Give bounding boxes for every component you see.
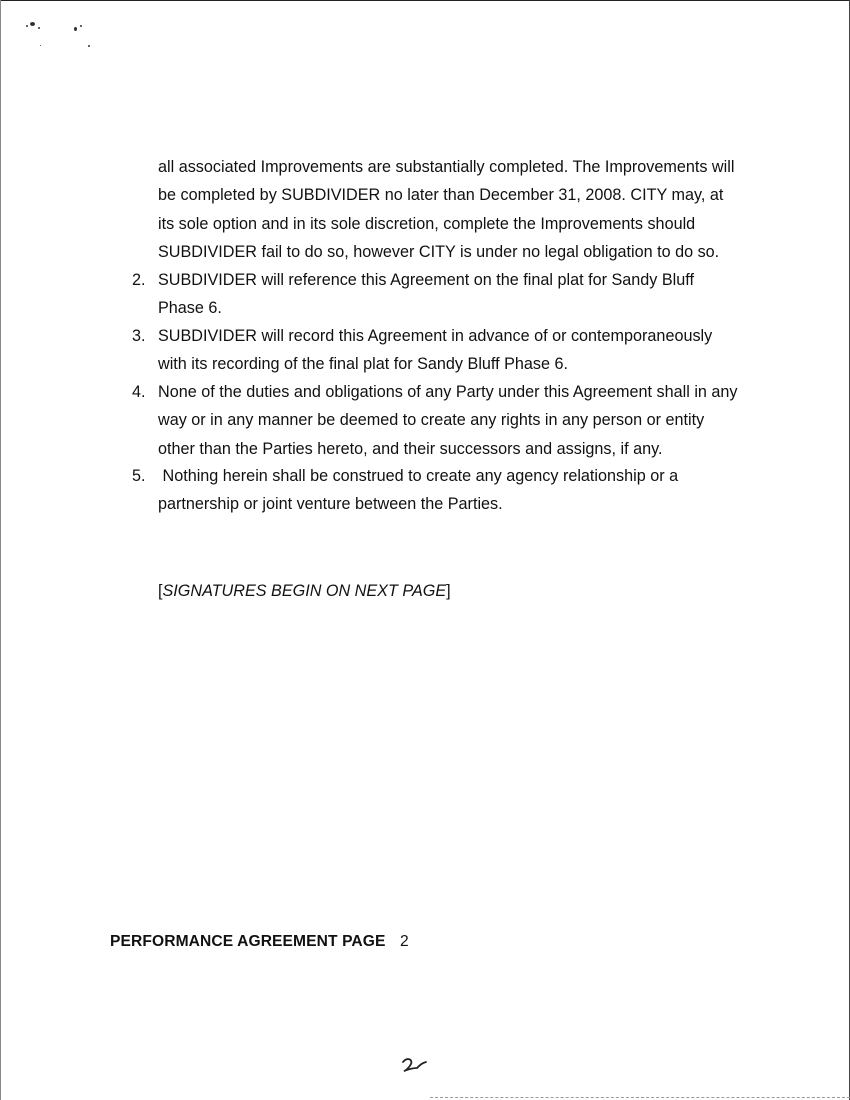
scan-edge-left <box>0 0 1 1100</box>
text-line: SUBDIVIDER will record this Agreement in advance of or contemporaneously <box>158 327 713 345</box>
list-item-number: 3. <box>132 327 146 345</box>
list-item-text <box>158 266 758 323</box>
text-line: its sole option and in its sole discretion, complete the Improvements should <box>158 214 696 233</box>
scan-edge-bottom <box>430 1097 850 1099</box>
footer-page-number: 2 <box>400 933 409 950</box>
list-item-text <box>158 462 758 519</box>
list-item-number: 2. <box>132 271 146 289</box>
text-line: with its recording of the final plat for Sandy Bluff Phase 6. <box>158 355 569 374</box>
list-item-number: 5. <box>132 467 146 485</box>
handwritten-page-mark <box>400 1056 430 1074</box>
text-line: Nothing herein shall be construed to create any agency relationship or a <box>158 467 679 485</box>
text-line: SUBDIVIDER fail to do so, however CITY is under no legal obligation to do so. <box>158 242 720 261</box>
scan-speck <box>30 22 35 26</box>
scan-speck <box>40 45 41 46</box>
text-line: partnership or joint venture between the Parties. <box>158 495 503 514</box>
text-line: be completed by SUBDIVIDER no later than December 31, 2008. CITY may, at <box>158 186 724 205</box>
text-line: SUBDIVIDER will reference this Agreement on the final plat for Sandy Bluff <box>158 271 694 289</box>
text-line: all associated Improvements are substantially completed. The Improvements will <box>158 158 735 176</box>
list-item-text <box>158 322 758 379</box>
scan-edge-top <box>0 0 850 1</box>
scan-speck <box>88 45 90 47</box>
text-line: way or in any manner be deemed to create any rights in any person or entity <box>158 411 705 430</box>
scan-speck <box>38 27 40 29</box>
list-item-number: 4. <box>132 383 146 401</box>
signature-note-close-bracket: ] <box>446 582 451 600</box>
continuation-paragraph <box>158 153 758 266</box>
text-line: other than the Parties hereto, and their successors and assigns, if any. <box>158 439 663 458</box>
footer-title: PERFORMANCE AGREEMENT PAGE <box>110 933 386 950</box>
text-line: None of the duties and obligations of any Party under this Agreement shall in any <box>158 383 738 401</box>
signature-note-text: SIGNATURES BEGIN ON NEXT PAGE <box>162 582 447 600</box>
text-line: Phase 6. <box>158 299 222 318</box>
scan-speck <box>26 25 28 27</box>
scan-speck <box>80 25 82 27</box>
scan-speck <box>74 27 77 31</box>
signature-note <box>158 577 451 605</box>
signature-note-open-bracket: [ <box>158 582 163 600</box>
list-item-text <box>158 378 758 463</box>
